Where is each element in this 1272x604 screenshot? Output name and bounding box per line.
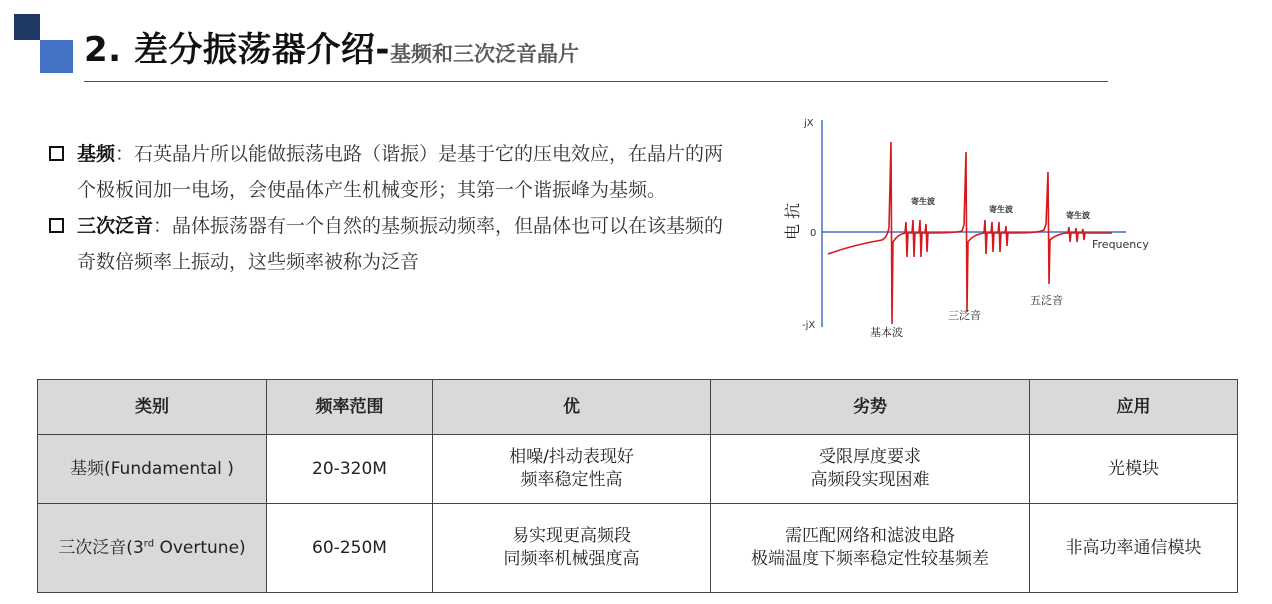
category-sup: rd (143, 537, 155, 549)
cell-range: 20-320M (267, 435, 433, 504)
page-title (84, 26, 579, 80)
y-tick-top: jX (804, 118, 814, 129)
cell-cons (711, 504, 1030, 593)
fifth-overtone-label: 五泛音 (1030, 294, 1063, 307)
cell-cons (711, 435, 1030, 504)
bullet-term: 三次泛音 (77, 215, 154, 237)
page-title-main: 2. 差分振荡器介绍- (84, 30, 391, 70)
cell-category: 基频(Fundamental ) (38, 435, 267, 504)
crystal-comparison-table (37, 379, 1238, 593)
cell-line: 相噪/抖动表现好 (509, 447, 634, 467)
bullet-text: ：晶体振荡器有一个自然的基频振动频率，但晶体也可以在该基频的奇数倍频率上振动，这些频率被称为泛音 (77, 215, 724, 273)
y-tick-bottom: -jX (802, 320, 816, 331)
y-tick-zero: 0 (810, 228, 817, 239)
cell-line: 受限厚度要求 (819, 447, 921, 467)
cell-category (38, 504, 267, 593)
title-divider (84, 81, 1108, 82)
third-overtone-label: 三泛音 (948, 309, 981, 322)
spurious-label-2: 寄生波 (989, 205, 1013, 214)
bullet-term: 基频 (77, 143, 116, 165)
x-axis-label: Frequency (1092, 238, 1149, 251)
cell-application: 光模块 (1030, 435, 1238, 504)
square-bullet-icon (49, 218, 64, 233)
cell-line: 高频段实现困难 (810, 470, 930, 490)
cell-line: 同频率机械强度高 (503, 549, 640, 569)
square-bullet-icon (49, 146, 64, 161)
table-header-row (38, 380, 1238, 435)
reactance-curve (828, 142, 1112, 324)
cell-line: 需匹配网络和滤波电路 (785, 526, 955, 546)
cell-line: 极端温度下频率稳定性较基频差 (751, 549, 989, 569)
header-range: 频率范围 (267, 380, 433, 435)
category-pre: 三次泛音(3 (58, 537, 144, 558)
cell-line: 频率稳定性高 (520, 470, 623, 490)
cell-pros (433, 435, 711, 504)
spurious-label-1: 寄生波 (911, 197, 935, 206)
spurious-label-3: 寄生波 (1066, 211, 1090, 220)
header-cons: 劣势 (711, 380, 1030, 435)
cell-pros (433, 504, 711, 593)
table-row (38, 435, 1238, 504)
bullet-overtone (48, 208, 728, 280)
header-pros: 优 (433, 380, 711, 435)
bullet-fundamental (48, 136, 728, 208)
bullet-list (48, 136, 728, 280)
cell-range: 60-250M (267, 504, 433, 593)
cell-line: 易实现更高频段 (512, 526, 631, 546)
header-application: 应用 (1030, 380, 1238, 435)
title-decoration-light (40, 40, 73, 73)
fundamental-label: 基本波 (870, 326, 903, 339)
table-row (38, 504, 1238, 593)
bullet-text: ：石英晶片所以能做振荡电路（谐振）是基于它的压电效应，在晶片的两个极板间加一电场，会使晶体产生机械变形；其第一个谐振峰为基频。 (77, 143, 724, 201)
category-post: Overtune) (154, 537, 246, 558)
page-title-sub: 基频和三次泛音晶片 (390, 42, 580, 66)
reactance-chart (770, 112, 1160, 347)
header-category: 类别 (38, 380, 267, 435)
y-axis-label: 电 抗 (783, 202, 802, 240)
cell-application: 非高功率通信模块 (1030, 504, 1238, 593)
title-decoration-dark (14, 14, 40, 40)
